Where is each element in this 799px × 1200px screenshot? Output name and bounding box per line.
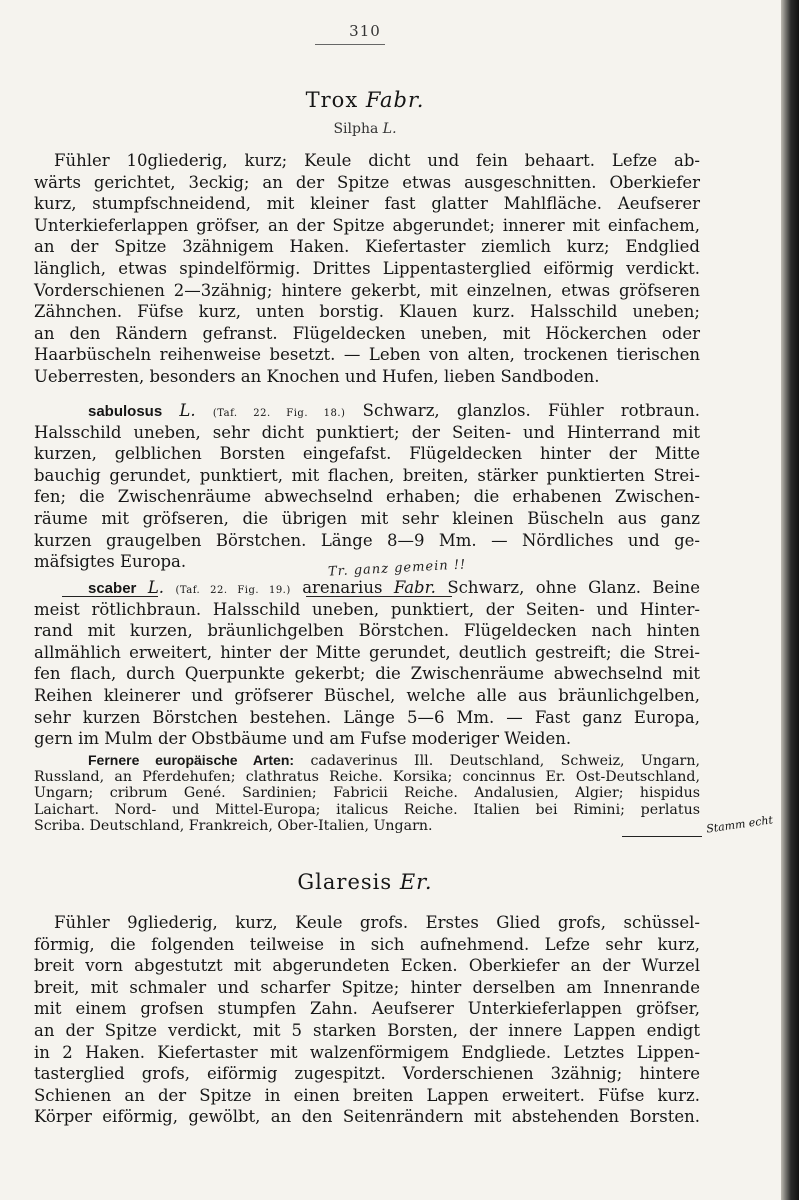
species-description-start: Schwarz, ohne Glanz. Beine bbox=[447, 578, 700, 597]
text-line: sehr kurzen Börstchen bestehen. Länge 5—6 Mm. — Fast ganz Europa, bbox=[34, 707, 700, 727]
text-line: förmig, die folgenden teilweise in sich aufnehmend. Lefze sehr kurz, bbox=[34, 934, 700, 954]
trox-genus-name: Trox bbox=[305, 88, 359, 112]
species-synonym: arenarius bbox=[302, 578, 383, 597]
text-line: bauchig gerundet, punktiert, mit flachen, breiten, stärker punktierten Strei- bbox=[34, 465, 700, 485]
text-line: Zähnchen. Füfse kurz, unten borstig. Klauen kurz. Halsschild uneben; bbox=[34, 302, 700, 322]
other-species-first-line bbox=[34, 752, 700, 769]
glaresis-description bbox=[34, 912, 700, 1128]
other-species-heading: Fernere europäische Arten: bbox=[88, 752, 295, 768]
text-line: fen; die Zwischenräume abwechselnd erhaben; die erhabenen Zwischen- bbox=[34, 487, 700, 507]
text-line: Reihen kleinerer und gröfserer Büschel, welche alle aus bräunlichgelben, bbox=[34, 685, 700, 705]
text-line: an der Spitze 3zähnigem Haken. Kiefertaster ziemlich kurz; Endglied bbox=[34, 237, 700, 257]
text-line: Laichart. Nord- und Mittel-Europa; italicus Reiche. Italien bei Rimini; perlatus bbox=[34, 801, 700, 818]
text-line: Fühler 9gliederig, kurz, Keule grofs. Erstes Glied grofs, schüssel- bbox=[54, 913, 700, 932]
text-line: kurz, stumpfschneidend, mit kleiner fast glatter Mahlfläche. Aeufserer bbox=[34, 194, 700, 214]
species-sabulosus bbox=[34, 400, 700, 573]
species-description-start: Schwarz, glanzlos. Fühler rotbraun. bbox=[362, 401, 701, 420]
text-line: in 2 Haken. Kiefertaster mit walzenförmigem Endgliede. Letztes Lippen- bbox=[34, 1042, 700, 1062]
text-line: länglich, etwas spindelförmig. Drittes Lippentasterglied eiförmig verdickt. bbox=[34, 258, 700, 278]
text-line: räume mit gröfseren, die übrigen mit sehr kleinen Büscheln aus ganz bbox=[34, 508, 700, 528]
glaresis-genus-author: Er. bbox=[399, 870, 433, 894]
text-line: an den Rändern gefranst. Flügeldecken uneben, mit Höckerchen oder bbox=[34, 323, 700, 343]
species-author: L. bbox=[147, 578, 165, 597]
plate-reference: (Taf. 22. Fig. 19.) bbox=[175, 585, 291, 596]
text-line: kurzen, gelblichen Borsten eingefafst. Flügeldecken hinter der Mitte bbox=[34, 444, 700, 464]
text-line: mit einem grofsen stumpfen Zahn. Aeufserer Unterkieferlappen gröfser, bbox=[34, 999, 700, 1019]
text-line: breit, mit schmaler und scharfer Spitze; hinter derselben am Innenrande bbox=[34, 977, 700, 997]
species-scaber bbox=[34, 577, 700, 750]
text-line: Scriba. Deutschland, Frankreich, Ober-Italien, Ungarn. bbox=[34, 818, 433, 835]
text-line: rand mit kurzen, bräunlichgelben Börstchen. Flügeldecken nach hinten bbox=[34, 621, 700, 641]
text-line: Fühler 10gliederig, kurz; Keule dicht und fein behaart. Lefze ab- bbox=[54, 151, 700, 170]
text-line: tasterglied grofs, eiförmig zugespitzt. Vorderschienen 3zähnig; hintere bbox=[34, 1064, 700, 1084]
text-line: an der Spitze verdickt, mit 5 starken Borsten, der innere Lappen endigt bbox=[34, 1020, 700, 1040]
text-line: Halsschild uneben, sehr dicht punktiert; der Seiten- und Hinterrand mit bbox=[34, 422, 700, 442]
text-line: Russland, an Pferdehufen; clathratus Reiche. Korsika; concinnus Er. Ost-Deutschland, bbox=[34, 768, 700, 785]
text-line: wärts gerichtet, 3eckig; an der Spitze etwas ausgeschnitten. Oberkiefer bbox=[34, 172, 700, 192]
page-number-rule bbox=[315, 44, 385, 45]
plate-reference: (Taf. 22. Fig. 18.) bbox=[212, 408, 346, 419]
text-line: Ueberresten, besonders an Knochen und Hufen, lieben Sandboden. bbox=[34, 366, 600, 386]
text-line: gern im Mulm der Obstbäume und am Fufse moderiger Weiden. bbox=[34, 729, 572, 749]
glaresis-genus-title bbox=[0, 870, 730, 894]
text-line: Körper eiförmig, gewölbt, an den Seitenrändern mit abstehenden Borsten. bbox=[34, 1107, 700, 1127]
glaresis-genus-name: Glaresis bbox=[297, 870, 393, 894]
species-author: L. bbox=[179, 401, 196, 420]
other-species bbox=[34, 752, 700, 835]
margin-handwriting: Stamm echt bbox=[705, 813, 774, 836]
text-line: Haarbüscheln reihenweise besetzt. — Leben von alten, trockenen tierischen bbox=[34, 345, 700, 365]
species-name: sabulosus bbox=[88, 403, 163, 420]
species-name: scaber bbox=[88, 580, 137, 597]
text-line: fen flach, durch Querpunkte gekerbt; die Zwischenräume abwechselnd mit bbox=[34, 664, 700, 684]
ink-underline bbox=[622, 836, 702, 837]
text-line: Schienen an der Spitze in einen breiten Lappen erweitert. Füfse kurz. bbox=[34, 1085, 700, 1105]
text-line: meist rötlichbraun. Halsschild uneben, punktiert, der Seiten- und Hinter- bbox=[34, 599, 700, 619]
page-number: 310 bbox=[349, 22, 381, 40]
trox-genus-title bbox=[0, 88, 730, 112]
trox-synonym-author: L. bbox=[382, 121, 397, 137]
text-line: allmählich erweitert, hinter der Mitte gerundet, deutlich gestreift; die Strei- bbox=[34, 642, 700, 662]
species-first-line bbox=[34, 577, 700, 599]
text-span: cadaverinus Ill. Deutschland, Schweiz, Ungarn, bbox=[310, 753, 700, 769]
trox-description bbox=[34, 150, 700, 388]
text-line: Ungarn; cribrum Gené. Sardinien; Fabricii Reiche. Andalusien, Algier; hispidus bbox=[34, 785, 700, 802]
trox-synonym bbox=[0, 121, 730, 137]
handwritten-annotation: Tr. ganz gemein !! bbox=[327, 557, 467, 580]
trox-synonym-genus: Silpha bbox=[333, 121, 379, 137]
text-line: mäfsigtes Europa. bbox=[34, 552, 187, 572]
text-line: breit vorn abgestutzt mit abgerundeten Ecken. Oberkiefer an der Wurzel bbox=[34, 956, 700, 976]
text-line: Vorderschienen 2—3zähnig; hintere gekerbt, mit einzelnen, etwas gröfseren bbox=[34, 280, 700, 300]
page-edge-shadow bbox=[781, 0, 799, 1200]
species-synonym-author: Fabr. bbox=[393, 578, 436, 597]
text-line: Unterkieferlappen gröfser, an der Spitze abgerundet; innerer mit einfachem, bbox=[34, 215, 700, 235]
trox-genus-author: Fabr. bbox=[365, 88, 425, 112]
text-line: kurzen graugelben Börstchen. Länge 8—9 Mm. — Nördliches und ge- bbox=[34, 530, 700, 550]
species-first-line bbox=[34, 400, 700, 422]
